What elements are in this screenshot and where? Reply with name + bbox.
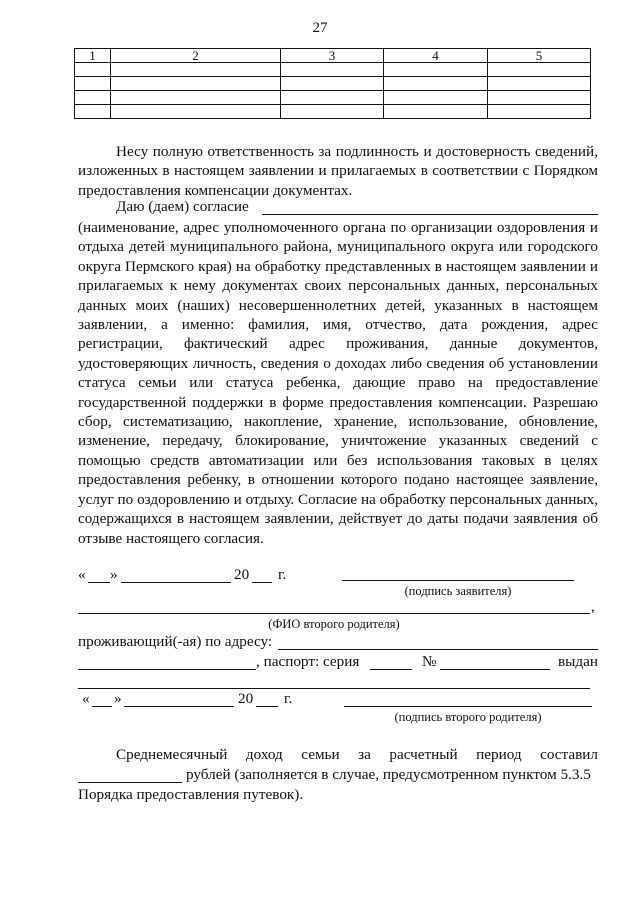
date2-year-suffix: г. bbox=[284, 690, 293, 707]
page-number: 27 bbox=[312, 20, 328, 36]
table-row bbox=[75, 105, 591, 119]
table-cell[interactable] bbox=[75, 63, 111, 77]
applicant-signature-caption: (подпись заявителя) bbox=[404, 584, 512, 598]
date2-month-field[interactable] bbox=[124, 706, 234, 707]
table-row bbox=[75, 77, 591, 91]
table-cell[interactable] bbox=[281, 105, 384, 119]
table-cell[interactable] bbox=[488, 105, 591, 119]
date-close-quote: » bbox=[110, 566, 118, 583]
number-sign: № bbox=[422, 653, 437, 670]
passport-number-field[interactable] bbox=[440, 669, 550, 670]
second-parent-fio-caption: (ФИО второго родителя) bbox=[268, 617, 400, 631]
table-row bbox=[75, 63, 591, 77]
table-cell[interactable] bbox=[488, 91, 591, 105]
table-cell[interactable] bbox=[281, 91, 384, 105]
table-cell[interactable] bbox=[111, 77, 281, 91]
fio-comma: , bbox=[591, 598, 595, 615]
table-cell[interactable] bbox=[75, 91, 111, 105]
date-month-field[interactable] bbox=[121, 582, 231, 583]
table-cell[interactable] bbox=[111, 91, 281, 105]
table-cell[interactable] bbox=[488, 77, 591, 91]
applicant-signature-field[interactable] bbox=[342, 580, 574, 581]
table-header-cell: 4 bbox=[384, 49, 488, 63]
passport-series-field[interactable] bbox=[370, 669, 412, 670]
table-row bbox=[75, 91, 591, 105]
date2-open-quote: « bbox=[82, 690, 90, 707]
consent-paragraph: (наименование, адрес уполномоченного органа по организации оздоровления и отдыха детей муниципального района, муниципального округа или городского округа Пермского края) на обработку представленных в настоящем заявлении и прилагаемых к нему документах своих персональных данных, персональных данных моих (наших) несовершеннолетних детей, указанных в настоящем заявлении, а именно: фамилия, имя, отчество, дата рождения, адрес регистрации, фактический адрес проживания, данные документов, удостоверяющих личность, сведения о доходах либо сведения об установлении статуса семьи или статуса ребенка, дающие право на предоставление государственной поддержки в форме предоставления компенсации. Разрешаю сбор, систематизацию, накопление, хранение, использование, обновление, изменение, передачу, блокирование, уничтожение указанных сведений с помощью средств автоматизации или без использования таковых в целях предоставления ребенку, в отношении которого подано настоящее заявление, услуг по оздоровлению и отдыху. Согласие на обработку персональных данных, содержащихся в настоящем заявлении, действует до даты подачи заявления об отзыве настоящего согласия. bbox=[78, 219, 598, 547]
data-table bbox=[74, 48, 591, 119]
income-line-3: Порядка предоставления путевок). bbox=[78, 786, 304, 803]
income-line-2: рублей (заполняется в случае, предусмотренном пунктом 5.3.5 bbox=[186, 766, 591, 783]
date-year-field[interactable] bbox=[252, 582, 272, 583]
table-cell[interactable] bbox=[281, 63, 384, 77]
date-day-field[interactable] bbox=[88, 582, 110, 583]
table-header-cell: 1 bbox=[75, 49, 111, 63]
income-line-1: Среднемесячный доход семьи за расчетный период составил bbox=[116, 746, 598, 763]
table-cell[interactable] bbox=[75, 77, 111, 91]
table-header-cell: 5 bbox=[488, 49, 591, 63]
table-cell[interactable] bbox=[281, 77, 384, 91]
consent-lead: Даю (даем) согласие bbox=[116, 198, 249, 215]
passport-label: , паспорт: серия bbox=[256, 653, 360, 670]
responsibility-text: Несу полную ответственность за подлинность и достоверность сведений, изложенных в настоящем заявлении и прилагаемых в соответствии с Порядком предоставления компенсации документах. bbox=[78, 143, 598, 199]
table-cell[interactable] bbox=[111, 63, 281, 77]
income-amount-field[interactable] bbox=[78, 782, 182, 783]
second-parent-fio-field[interactable] bbox=[78, 613, 590, 614]
date2-day-field[interactable] bbox=[92, 706, 112, 707]
address-label: проживающий(-ая) по адресу: bbox=[78, 633, 273, 650]
second-parent-signature-field[interactable] bbox=[344, 706, 592, 707]
authority-name-field[interactable] bbox=[262, 214, 598, 215]
passport-issued-by-field[interactable] bbox=[78, 688, 590, 689]
date2-close-quote: » bbox=[114, 690, 122, 707]
table-cell[interactable] bbox=[111, 105, 281, 119]
table-cell[interactable] bbox=[384, 105, 488, 119]
table-cell[interactable] bbox=[384, 77, 488, 91]
table-cell[interactable] bbox=[75, 105, 111, 119]
second-parent-signature-caption: (подпись второго родителя) bbox=[394, 710, 542, 724]
table-cell[interactable] bbox=[488, 63, 591, 77]
responsibility-paragraph bbox=[78, 142, 598, 200]
table-header-cell: 3 bbox=[281, 49, 384, 63]
table-cell[interactable] bbox=[384, 91, 488, 105]
address-field[interactable] bbox=[278, 649, 598, 650]
date-year-prefix: 20 bbox=[234, 566, 250, 583]
table-cell[interactable] bbox=[384, 63, 488, 77]
address-continuation-field[interactable] bbox=[78, 669, 256, 670]
date2-year-prefix: 20 bbox=[238, 690, 254, 707]
table-header-row bbox=[75, 49, 591, 63]
date-open-quote: « bbox=[78, 566, 86, 583]
issued-label: выдан bbox=[558, 653, 598, 670]
date-year-suffix: г. bbox=[278, 566, 287, 583]
date2-year-field[interactable] bbox=[256, 706, 278, 707]
table-header-cell: 2 bbox=[111, 49, 281, 63]
